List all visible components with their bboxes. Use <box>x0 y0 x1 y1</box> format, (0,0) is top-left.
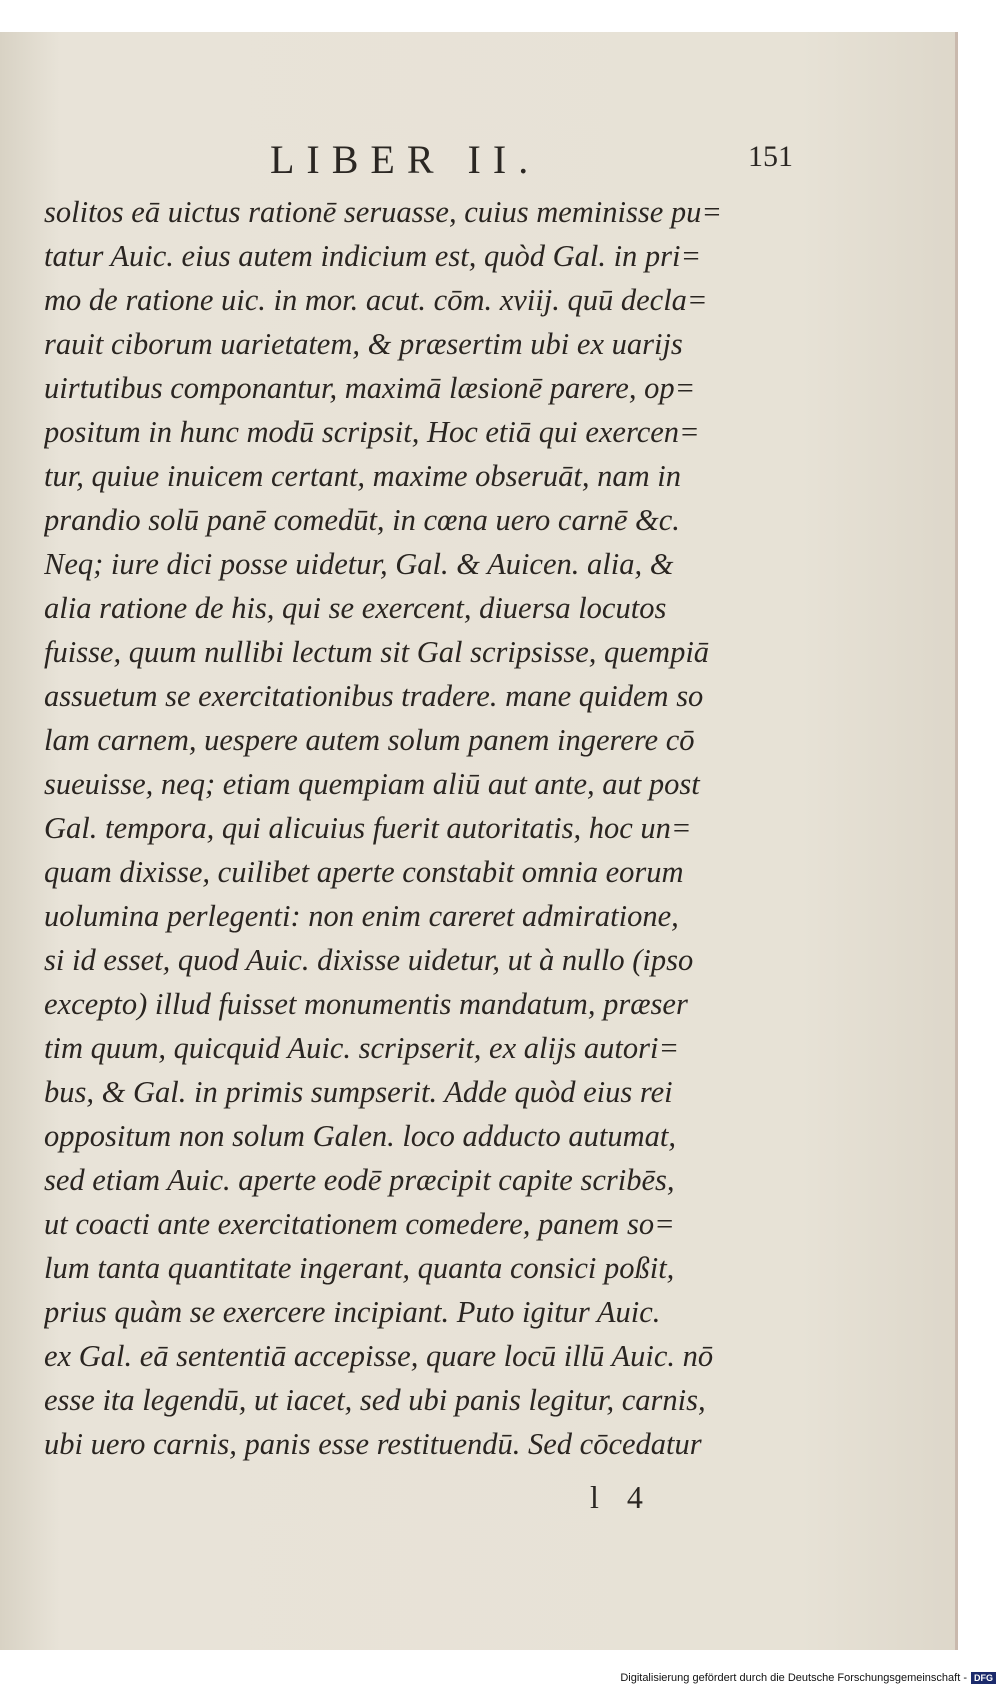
text-line: Gal. tempora, qui alicuius fuerit autoritatis, hoc un= <box>44 811 692 845</box>
text-line: tim quum, quicquid Auic. scripserit, ex alijs autori= <box>44 1031 680 1065</box>
text-line: fuisse, quum nullibi lectum sit Gal scripsisse, quempiā <box>44 635 710 669</box>
book-page <box>0 32 958 1650</box>
text-line: excepto) illud fuisset monumentis mandatum, præser <box>44 987 688 1021</box>
text-line: positum in hunc modū scripsit, Hoc etiā qui exercen= <box>44 415 700 449</box>
footer-credit: Digitalisierung gefördert durch die Deutsche Forschungsgemeinschaft - <box>620 1672 967 1684</box>
text-line: ut coacti ante exercitationem comedere, panem so= <box>44 1207 675 1241</box>
text-line: prandio solū panē comedūt, in cœna uero carnē &c. <box>44 503 680 537</box>
text-line: ex Gal. eā sententiā accepisse, quare locū illū Auic. nō <box>44 1339 714 1373</box>
text-line: tatur Auic. eius autem indicium est, quòd Gal. in pri= <box>44 239 702 273</box>
text-line: prius quàm se exercere incipiant. Puto igitur Auic. <box>44 1295 661 1329</box>
text-line: rauit ciborum uarietatem, & præsertim ubi ex uarijs <box>44 327 683 361</box>
text-line: sueuisse, neq; etiam quempiam aliū aut ante, aut post <box>44 767 700 801</box>
text-line: si id esset, quod Auic. dixisse uidetur, ut à nullo (ipso <box>44 943 694 977</box>
text-line: assuetum se exercitationibus tradere. mane quidem so <box>44 679 704 713</box>
text-line: ubi uero carnis, panis esse restituendū. Sed cōcedatur <box>44 1427 702 1461</box>
text-line: uolumina perlegenti: non enim careret admiratione, <box>44 899 679 933</box>
text-line: mo de ratione uic. in mor. acut. cōm. xviij. quū decla= <box>44 283 708 317</box>
running-head <box>0 136 958 186</box>
dfg-logo-icon: DFG <box>971 1672 996 1684</box>
signature-mark: l 4 <box>590 1479 653 1515</box>
digitization-footer <box>620 1672 996 1684</box>
text-line: tur, quiue inuicem certant, maxime obseruāt, nam in <box>44 459 682 493</box>
text-line: lum tanta quantitate ingerant, quanta consici poßit, <box>44 1251 675 1285</box>
page-number: 151 <box>748 140 793 173</box>
text-line: quam dixisse, cuilibet aperte constabit omnia eorum <box>44 855 684 889</box>
text-line: oppositum non solum Galen. loco adducto autumat, <box>44 1119 676 1153</box>
running-title: LIBER II. <box>270 137 541 182</box>
text-line: solitos eā uictus rationē seruasse, cuius meminisse pu= <box>44 195 722 229</box>
text-line: uirtutibus componantur, maximā læsionē parere, op= <box>44 371 696 405</box>
body-text <box>44 190 794 1466</box>
text-line: bus, & Gal. in primis sumpserit. Adde quòd eius rei <box>44 1075 673 1109</box>
text-line: esse ita legendū, ut iacet, sed ubi panis legitur, carnis, <box>44 1383 706 1417</box>
text-line: Neq; iure dici posse uidetur, Gal. & Auicen. alia, & <box>44 547 674 581</box>
text-line: alia ratione de his, qui se exercent, diuersa locutos <box>44 591 667 625</box>
text-line: lam carnem, uespere autem solum panem ingerere cō <box>44 723 695 757</box>
text-line: sed etiam Auic. aperte eodē præcipit capite scribēs, <box>44 1163 675 1197</box>
